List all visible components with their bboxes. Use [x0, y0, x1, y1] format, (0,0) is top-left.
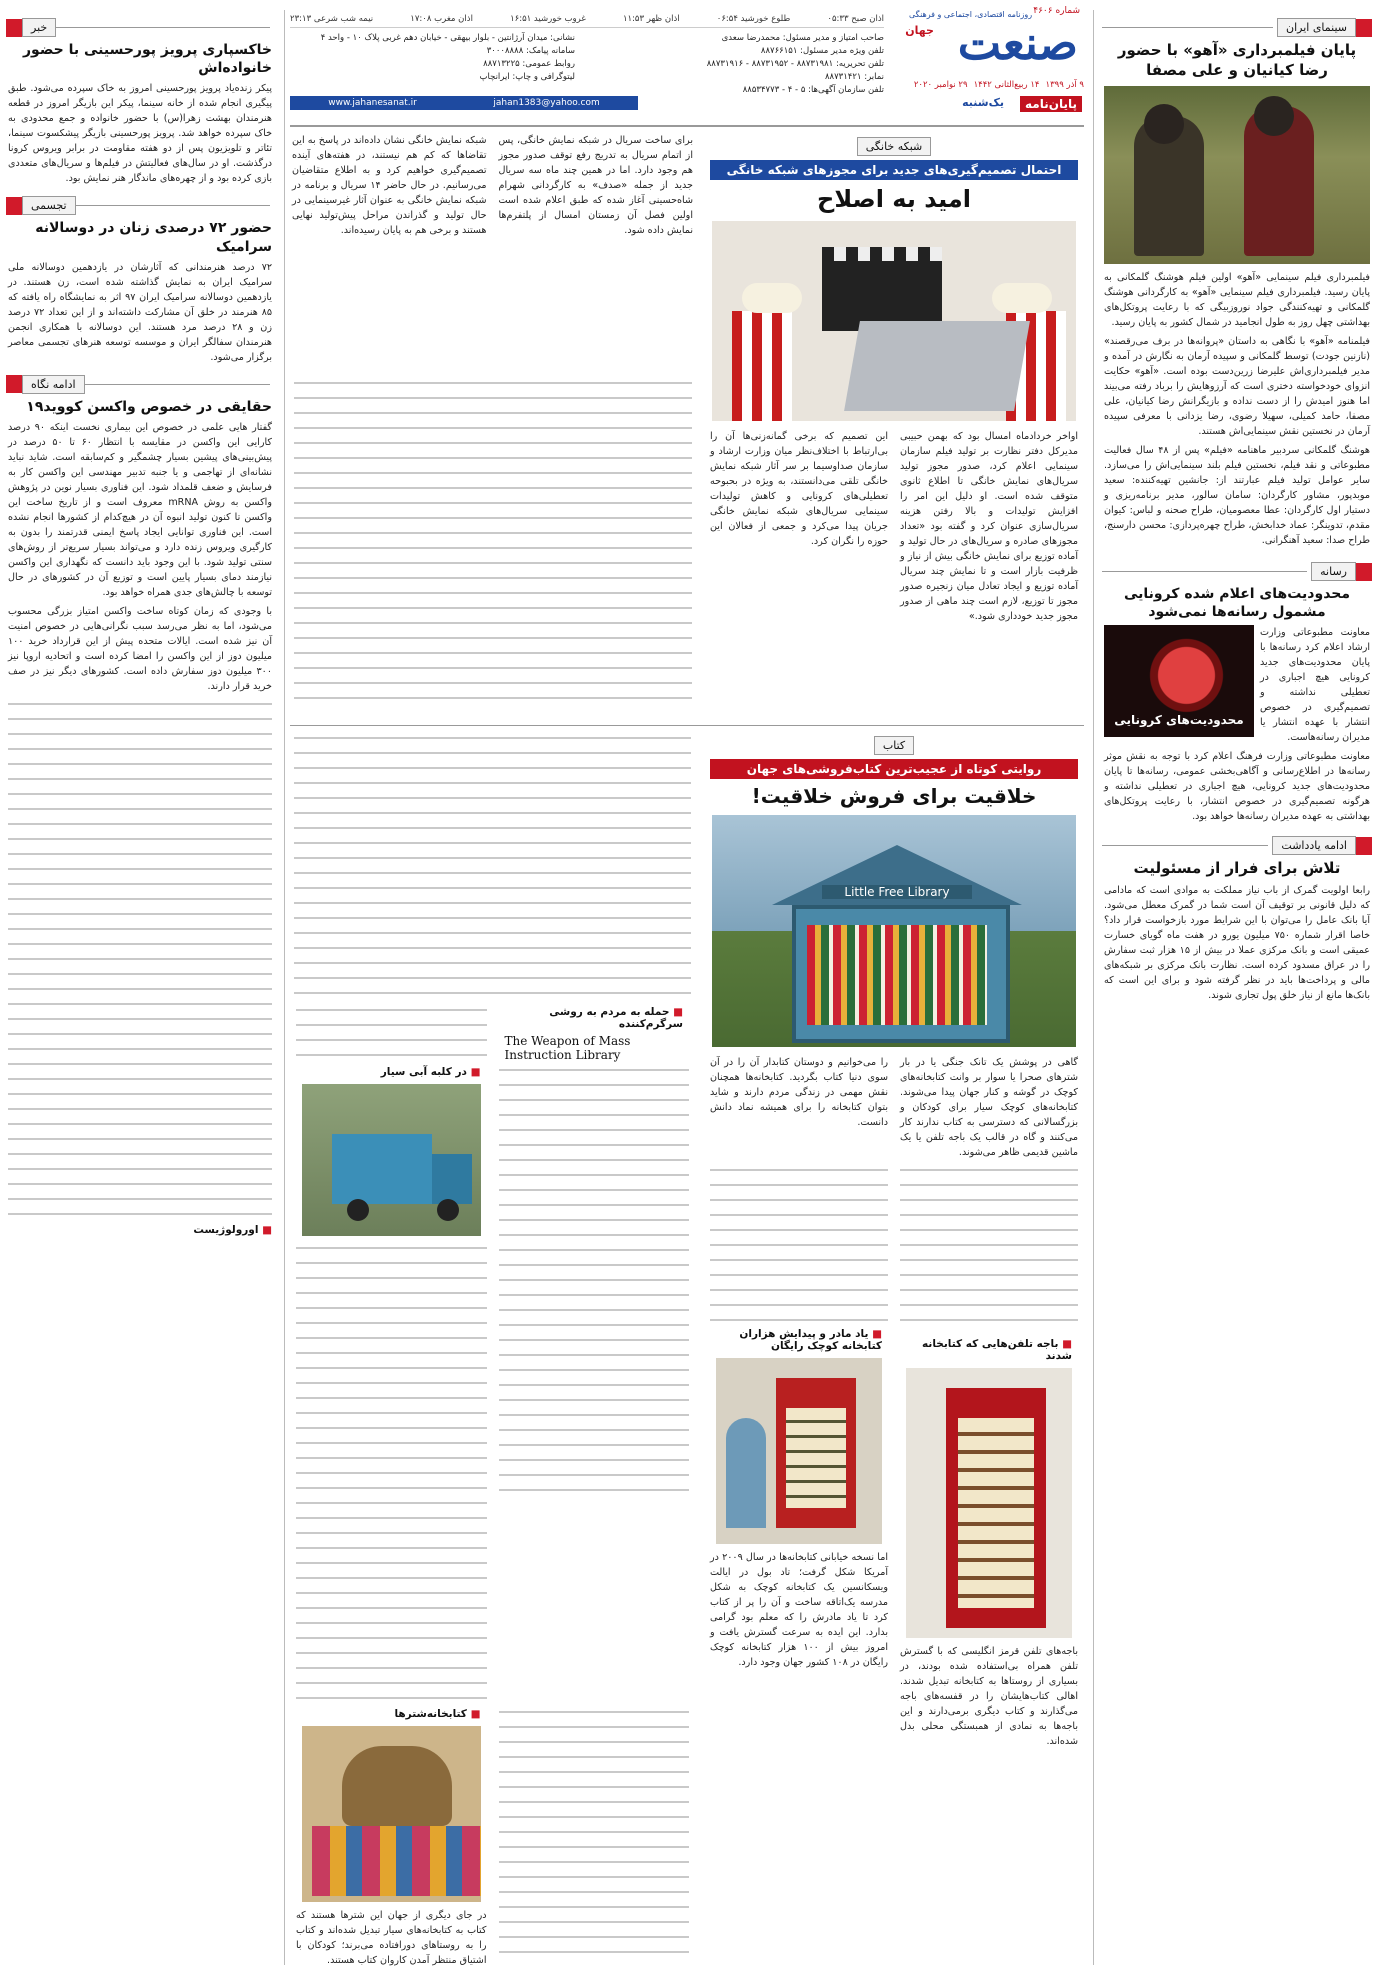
headline-corona-media: محدودیت‌های اعلام شده کرونایی مشمول رسانه‌ها نمی‌شود [1123, 586, 1351, 621]
logo-sub: جهان [905, 24, 934, 37]
headline-aho: پایان فیلمبرداری «آهو» با حضور رضا کیانیان و علی مصفا [1117, 41, 1357, 79]
photo-blue-truck [302, 1084, 481, 1236]
staff-3: تلفن تحریریه: ۸۸۷۳۱۹۸۱ - ۸۸۷۳۱۹۵۲ - ۸۸۷۳۱۹۱۶ [706, 59, 884, 69]
library-body-hut [296, 1242, 487, 1702]
right-column [1096, 0, 1378, 1975]
issue-number: شماره ۴۶۰۶ [1033, 6, 1080, 16]
date-line [894, 80, 1084, 90]
headline-responsibility: تلاش برای فرار از مسئولیت [1133, 859, 1341, 878]
tagline: روزنامه اقتصادی، اجتماعی و فرهنگی [909, 10, 1033, 19]
photo-actors-forest [1104, 86, 1370, 264]
section-label-home: شبکه خانگی [710, 137, 1078, 156]
library-body-weapon [499, 1064, 690, 1504]
masthead [290, 0, 1084, 127]
email-link[interactable]: jahan1383@yahoo.com [493, 98, 600, 108]
headline-creativity: خلاقیت برای فروش خلاقیت! [751, 784, 1037, 808]
article-libraries [290, 726, 1084, 1966]
subhead-phone-booth: ■ باجه تلفن‌هایی که کتابخانه شدند [906, 1338, 1072, 1362]
author-name: اورولوژیست [193, 1223, 259, 1236]
section-label-view: ادامه نگاه [6, 375, 274, 394]
center-column [290, 0, 1084, 1975]
section-label-visual: تجسمی [6, 196, 274, 215]
tolo: طلوع خورشید ۰۶:۵۴ [716, 14, 791, 24]
corona-body: معاونت مطبوعاتی وزارت فرهنگ اعلام کرد با توجه به نقش موثر رسانه‌ها در اطلاع‌رسانی و آگاهی‌بخشی عمومی، رسانه‌ها تا پایان محدودیت‌های جدید کرونایی، هیچ اجباری در تعطیلی نداشته و هرگونه تصمیم‌گیری در خصوص انتشار، با رعایت پروتکل‌های بهداشتی به عهده مدیران رسانه‌ها خواهد بود. [1104, 751, 1370, 823]
library-body-col2 [710, 1164, 888, 1324]
staff-5: تلفن سازمان آگهی‌ها: ۵ - ۴ - ۸۸۵۳۴۷۷۳ [742, 85, 884, 95]
date-hijri: ۱۴ ربیع‌الثانی ۱۴۴۲ [973, 80, 1040, 90]
library-body-e: گاهی در پوشش یک تانک جنگی یا در بار شترهای صحرا یا سوار بر وانت کتابخانه‌های کوچک در گوشه و کنار جهان پیدا می‌شوند. کتابخانه‌های کوچک سیار برای کودکان و بزرگسالانی که دسترسی به کتاب ندارند کار می‌کنند و گاه در قالب یک باجه تلفن یا یک ماشین قدیمی ظاهر می‌شوند. [900, 1057, 1078, 1158]
library-body-f: را می‌خوانیم و دوستان کتابدار آن را در آن سوی دنیا کتاب بگردید. کتابخانه‌ها همچنان نقش مهمی در زندگی مردم دارند و شاید بتوان کتابخانه را برای همیشه نماد دانش دانست. [710, 1057, 888, 1128]
section-label-book: کتاب [710, 736, 1078, 755]
photo-red-bookshelf-child [716, 1358, 882, 1544]
subhead-camel: ■ کتابخانه‌شترها [302, 1708, 481, 1720]
subhead-mother: ■ یاد مادر و پیدایش هزاران کتابخانه کوچک رایگان [716, 1328, 882, 1352]
home-body-a: اواخر خردادماه امسال بود که بهمن حبیبی مدیرکل دفتر نظارت بر تولید فیلم سازمان سینمایی اعلام کرد، صدور مجوز تولید سریال‌های نمایش خانگی تا اطلاع ثانوی متوقف شده است. او دلیل این امر را افزایش تولیدات و بالا رفتن هزینه سریال‌سازی عنوان کرد و گفته بود «تعداد مجوزهای صادره و سریال‌های در حال تولید و آماده توزیع برای نمایش خانگی بیش از نیاز و ظرفیت بازار است و تا نمایش چند سریال آماده توزیع و ایجاد تعادل میان زنجیره صدور مجوز تا توزیع، لازم است چند ماهی از صدور مجوز جدید خودداری شود.» [900, 431, 1078, 623]
web-bar [290, 96, 638, 110]
staff-2: تلفن ویژه مدیر مسئول: ۸۸۷۶۶۱۵۱ [760, 46, 884, 56]
headline-ceramic: حضور ۷۲ درصدی زنان در دوسالانه سرامیک [35, 220, 272, 255]
library-body-g: اما نسخه خیابانی کتابخانه‌ها در سال ۲۰۰۹ در آمریکا شکل گرفت؛ تاد بول در ایالت ویسکانسین یک کتابخانه کوچک به شکل مدرسه یک‌اتاقه ساخت و آن را پر از کتاب کرد تا یاد مادرش را که معلم بود گرامی بدارد. این ایده به سرعت گسترش یافت و امروز بیش از ۱۰۰ هزار کتابخانه کوچک رایگان در ۱۰۸ کشور جهان وجود دارد. [710, 1552, 888, 1668]
masthead-logo-block [894, 6, 1084, 118]
library-body-left-col [296, 1004, 487, 1062]
corona-intro: معاونت مطبوعاتی وزارت ارشاد اعلام کرد رسانه‌ها با پایان محدودیت‌های جدید کرونایی هیچ اجباری در تعطیلی نداشته و تصمیم‌گیری در خصوص انتشار با عهده انتشار یا مدیران رسانه‌هاست. [1260, 627, 1370, 744]
photo-camel-children [302, 1726, 481, 1902]
vaccine-body-2: با وجودی که زمان کوتاه ساخت واکسن امتیاز بزرگی محسوب می‌شود، اما به نظر می‌رسد سبب نگرانی‌هایی در خصوص امنیت آن نیز شده است. ایالات متحده پیش از این قرارداد خرید ۱۰۰ میلیون دوز از این واکسن را امضا کرده است و اتحادیه اروپا نیز ۳۰۰ میلیون دوز سفارش داده است. کشورهای دیگر نیز در صف خرید قرار دارند. [8, 605, 272, 692]
date-shamsi: ۹ آذر ۱۳۹۹ [1045, 80, 1084, 90]
library-body-col1 [900, 1164, 1078, 1334]
aho-body-2: فیلمنامه «آهو» با نگاهی به داستان «پروانه‌ها در برف می‌رقصند» (نازنین جودت) توسط گلمکانی و سپیده آرمان به نگارش در آمده و مدیر فیلمبرداری‌اش علیرضا زرین‌دست بوده است. «آهو» حکایت انزوای خودخواسته دختری است که آرزوهایش را برباد رفته می‌بیند اما هنوز امیدش را از دست نداده و بازیگرانش رضا کیانیان، علی مصفا، حامد کمیلی، سهیلا رضوی، رضا یزدانی با معرفی سپیده آرمان در نخستین نقش سینمایی‌اش هستند. [1104, 336, 1370, 437]
photo-phone-booth [906, 1368, 1072, 1638]
library-body-i: در جای دیگری از جهان این شترها هستند که کتاب به کتابخانه‌های سیار تبدیل شده‌اند و کتاب را به روستاهای دورافتاده می‌برند؛ کودکان با اشتیاق منتظر آمدن کاروان کتاب هستند. [296, 1910, 487, 1966]
photo-corona-virus [1104, 625, 1254, 737]
address-4: لیتوگرافی و چاپ: ایرانچاپ [479, 72, 575, 82]
headline-vaccine: حقایقی در خصوص واکسن کووید۱۹ [26, 398, 272, 415]
vaccine-body-continued [8, 698, 272, 1218]
azan-maghreb: اذان مغرب ۱۷:۰۸ [410, 14, 473, 24]
pourhosseini-body: پیکر زنده‌یاد پرویز پورحسینی امروز به خاک سپرده می‌شود. طبق پیگیری انجام شده از خانه سینما، پیکر این بازیگر امروز در قطعه هنرمندان بهشت زهرا(س) با حضور خانواده و جمع محدودی به خاک سپرده خواهد شد. پرویز پورحسینی بازیگر پیشکسوت سینما، تئاتر و تلویزیون پس از دو هفته مقاومت در برابر ویروس کرونا درگذشت. او در سال‌های فعالیتش در فیلم‌ها و سریال‌های متعددی بازی کرده بود و از چهره‌های ماندگار هنر نمایش بود. [8, 83, 272, 185]
kicker-book: روایتی کوتاه از عجیب‌ترین کتاب‌فروشی‌های جهان [710, 759, 1078, 779]
staff-1: صاحب امتیاز و مدیر مسئول: محمدرضا سعدی [721, 33, 884, 43]
home-body-continued [294, 377, 692, 707]
ceramic-body: ۷۲ درصد هنرمندانی که آثارشان در یازدهمین دوسالانه ملی سرامیک ایران به نمایش گذاشته شده است، زن هستند. در یازدهمین دوسالانه سرامیک ایران ۹۷ اثر به نمایشگاه راه یافته که ۸۵ هنرمند در خلق آن مشارکت داشته‌اند و از این تعداد ۷۲ درصد زن و ۲۸ درصد مرد هستند. این دوسالانه با همکاری انجمن هنرمندان سفالگر ایران و موسسه توسعه هنرهای تجسمی معاصر برگزار می‌شود. [8, 261, 273, 363]
library-body-camel-text [499, 1706, 690, 1966]
library-body-h: باجه‌های تلفن قرمز انگلیسی که با گسترش تلفن همراه بی‌استفاده شده بودند، در بسیاری از روستاها به کتابخانه تبدیل شدند. اهالی کتاب‌هایشان را در قفسه‌های باجه می‌گذارند و کتاب دیگری برمی‌دارند و این باجه‌ها به نمادی از همبستگی محلی بدل شده‌اند. [900, 1646, 1078, 1747]
subhead-attack: ■ حمله به مردم به روشی سرگرم‌کننده [505, 1006, 684, 1030]
newspaper-logo: صنعت [957, 16, 1078, 70]
home-body-c: برای ساخت سریال در شبکه نمایش خانگی، پس از اتمام سریال به تدریج رفع توقف صدور مجوز هم وجود دارد. اما در همین چند ماه سه سریال جدید از جمله «صدف» به کارگردانی شهرام شاه‌حسینی آغاز شده که طبق اعلام شده است اولین فصل آن زمستان امسال از پلتفرم‌ها نمایش داده شود. [498, 135, 693, 236]
aho-body-3: هوشنگ گلمکانی سردبیر ماهنامه «فیلم» پس از ۴۸ سال فعالیت مطبوعاتی و نقد فیلم، نخستین فیلم بلند سینمایی‌اش را می‌سازد. سایر عوامل تولید فیلم عبارتند از: جانشین تهیه‌کننده: سعید موبدپور، مشاور کارگردان: سامان سالور، مدیر برنامه‌ریزی و دستیار اول کارگردان: عطا معصومیان، طراح صحنه و لباس: کیوان مقدم، تدوینگر: عماد خدابخش، طراح چهره‌پردازی: محسن دارسنج، طراح صدا: سعید آهنگرانی. [1104, 445, 1370, 546]
staff-box [584, 32, 884, 97]
date-greg: ۲۹ نوامبر ۲۰۲۰ [913, 80, 968, 90]
aho-body-1: فیلمبرداری فیلم سینمایی «آهو» اولین فیلم هوشنگ گلمکانی به پایان رسید. فیلمبرداری فیلم سینمایی «آهو» به کارگردانی هوشنگ گلمکانی و تهیه‌کنندگی جواد نوروزبیگی که با رعایت پروتکل‌های بهداشتی چهل روز به طول انجامید در شمال کشور به پایان رسید. [1104, 272, 1370, 328]
website-link[interactable]: www.jahanesanat.ir [328, 98, 417, 108]
photo-clapper-laptop [712, 221, 1076, 421]
nimeh-shab: نیمه شب شرعی ۲۳:۱۳ [290, 14, 374, 24]
home-body-b: این تصمیم که برخی گمانه‌زنی‌ها آن را بی‌ارتباط با اختلاف‌نظر میان وزارت ارشاد و سازمان صداوسیما بر سر آثار شبکه نمایش خانگی تلقی می‌دانستند، به ویژه در بحبوحه تعطیلی‌های کرونایی و کاهش تولیدات سینمایی سریال‌های شبکه نمایش خانگی جریان پیدا می‌کرد و جمعی از فعالان این حوزه را نگران کرد. [710, 431, 888, 548]
azan-sobh: اذان صبح ۰۵:۳۳ [827, 14, 884, 24]
article-home-network [290, 127, 1084, 726]
section-label-news: خبر [6, 18, 274, 37]
photo-little-free-library [712, 815, 1076, 1047]
address-1: نشانی: میدان آرژانتین - بلوار بیهقی - خیابان دهم غربی پلاک ۱۰ - واحد ۴ [320, 33, 575, 43]
english-title: The Weapon of Mass Instruction Library [504, 1034, 631, 1062]
subhead-blue-hut: ■ در کلبه آبی سیار [302, 1066, 481, 1078]
staff-4: نمابر: ۸۸۷۳۱۴۲۱ [824, 72, 884, 82]
section-label-media: رسانه [1102, 562, 1372, 581]
left-column [0, 0, 280, 1975]
corona-caption: محدودیت‌های کرونایی [1114, 713, 1244, 728]
kicker-home: احتمال تصمیم‌گیری‌های جدید برای مجوزهای شبکه خانگی [710, 160, 1078, 180]
supplement-logo: پایان‌نامه [1020, 96, 1082, 112]
prayer-times [290, 14, 884, 28]
address-3: روابط عمومی: ۸۸۷۱۳۲۲۵ [483, 59, 575, 69]
library-body-left-top [294, 732, 691, 1000]
library-sign: Little Free Library [822, 885, 972, 899]
vaccine-body-1: گفتار هایی علمی در خصوص این بیماری نخست اینکه ۹۰ درصد کارایی این واکسن در مقایسه با انتظار ۶۰ تا ۵۰ درصد در پیش‌بینی‌های پیشین بسیار چشمگیر و کم‌سابقه است. شاید نباید نشانه‌ای از تهاجمی و یا جنبه تدبیر مهندسی این واکسن کار به فرسایش و ضعف قلمداد شود. این فناوری بسیار نوین در پژوهش واکسن به روش mRNA معروف است و از تاریخ ساخت این واکسن تا کنون تولید انبوه آن در هیچ‌کدام از کشورها انجام نشده است. این فناوری توانایی ایجاد پاسخ ایمنی قدرتمند را بدون به کارگیری ویروس زنده دارد و می‌تواند بسیار سریع‌تر از روش‌های سنتی تولید شود. با این وجود باید دانست که نگهداری این واکسن نیازمند دمای بسیار پایین است و توزیع آن در کشورهای در حال توسعه با چالش‌های جدی همراه خواهد بود. [8, 421, 272, 598]
azan-zohr: اذان ظهر ۱۱:۵۳ [622, 14, 680, 24]
section-label-note: ادامه یادداشت [1102, 836, 1372, 855]
address-box [290, 32, 575, 84]
home-body-d: شبکه نمایش خانگی نشان داده‌اند در پاسخ به این تقاضاها که کم هم نیستند، در هفته‌های آینده تصمیم‌گیری خواهیم کرد و به اطلاع متقاضیان می‌رسانیم. در حال حاضر ۱۴ سریال و برنامه در شبکه نمایش خانگی به عنوان آثار غیرسینمایی در حال تولید و گذراندن مراحل پیش‌تولید نهایی هستند و برخی هم به پایان رسیده‌اند. [292, 135, 487, 236]
address-2: سامانه پیامک: ۳۰۰۰۸۸۸۸ [486, 46, 575, 56]
supplement-day: یک‌شنبه [962, 96, 1004, 109]
ghorub: غروب خورشید ۱۶:۵۱ [510, 14, 586, 24]
headline-hope: امید به اصلاح [817, 185, 971, 213]
author-line: ■ اورولوژیست [193, 1223, 272, 1236]
section-label-cinema: سینمای ایران [1102, 18, 1372, 37]
responsibility-body: رابعا اولویت گمرک از باب نیاز مملکت به موادی است که مادامی که دلیل قانونی بر توقیف آن است شما در گمرک معطل می‌شود. آیا بانک عامل را می‌توان با این شرایط مورد بازخواست قرار داد؟ خاصا اقرار شماره ۷۵۰ میلیون یورو در هفت ماه گویای خسارت عمیقی است و بانک مرکزی عملا در بیش از ۱۵ هزار ثبت سفارش را در عراق مسدود کرده است. نظارت بانک مرکزی بر شبکه‌های مالی و پرداخت‌ها باید در نظر گرفته شود و برای این است که بانک‌ها مانع از نیاز خلق پول تجاری شوند. [1104, 884, 1370, 1001]
headline-pourhosseini: خاکسپاری پرویز پورحسینی با حضور خانواده‌اش [23, 42, 272, 77]
